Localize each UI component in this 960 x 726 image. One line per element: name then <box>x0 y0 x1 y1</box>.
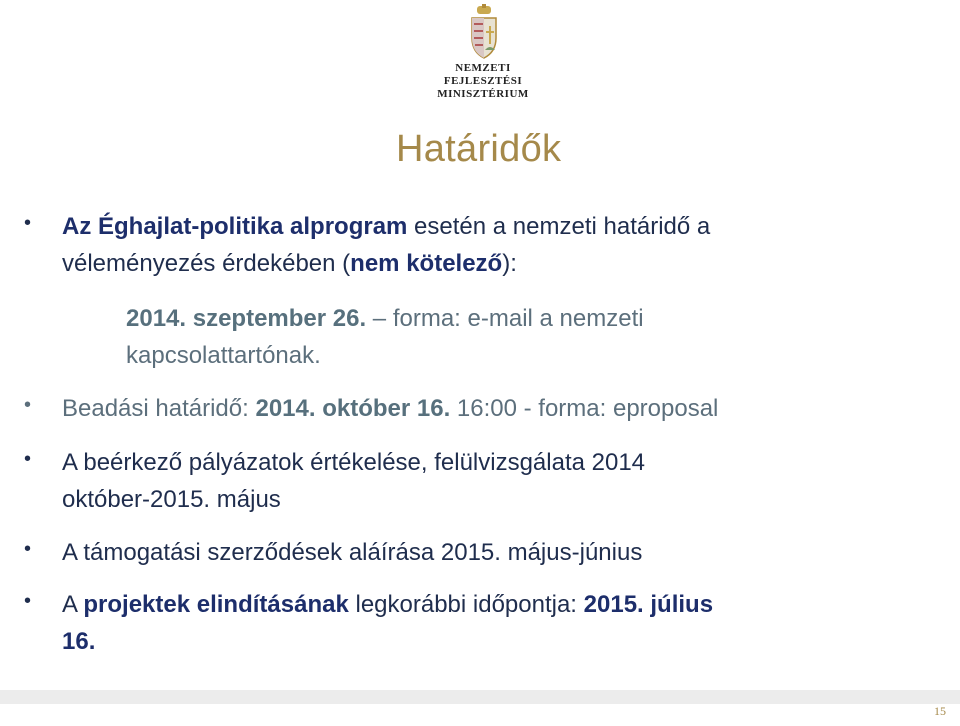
ministry-logo <box>418 4 548 100</box>
item-bold: 2014. szeptember 26. <box>126 305 367 332</box>
list-subitem <box>126 300 926 374</box>
list-item <box>62 444 942 518</box>
item-line2-prefix: véleményezés érdekében ( <box>62 250 351 277</box>
item-prefix: A <box>62 591 84 618</box>
logo-line-1: NEMZETI FEJLESZTÉSI <box>443 62 523 87</box>
bullet-dot: • <box>24 590 32 612</box>
list-item <box>62 586 942 660</box>
bullet-dot: • <box>24 212 32 234</box>
item-text: legkorábbi időpontja: <box>348 591 584 618</box>
bullet-dot: • <box>24 538 32 560</box>
item-line2: október-2015. május <box>62 486 281 513</box>
item-line1: A támogatási szerződések aláírása 2015. május-június <box>62 539 643 566</box>
page-number: 15 <box>934 704 946 718</box>
item-bold: projektek elindításának <box>83 591 349 618</box>
item-text: esetén a nemzeti határidő a <box>407 213 711 240</box>
bullet-dot: • <box>24 448 32 470</box>
item-bold: 2014. október 16. <box>255 395 451 422</box>
item-line2-suffix: ): <box>502 250 517 277</box>
item-line1: A beérkező pályázatok értékelése, felülvizsgálata 2014 <box>62 449 646 476</box>
list-item <box>62 534 942 571</box>
slide-title: Határidők <box>396 128 562 170</box>
item-line2: kapcsolattartónak. <box>126 342 321 369</box>
coat-of-arms-icon <box>466 4 502 60</box>
item-bold-2: 2015. július <box>583 591 714 618</box>
list-item <box>62 208 942 282</box>
item-text: 16:00 - forma: eproposal <box>450 395 719 422</box>
footer-bar <box>0 690 960 704</box>
item-line2-bold: nem kötelező <box>350 250 503 277</box>
logo-line-2: MINISZTÉRIUM <box>437 88 529 100</box>
item-line2-bold: 16. <box>62 628 96 655</box>
item-bold: Az Éghajlat-politika alprogram <box>62 213 408 240</box>
list-item <box>62 390 942 427</box>
item-prefix: Beadási határidő: <box>62 395 256 422</box>
bullet-dot: • <box>24 394 32 416</box>
item-text: – forma: e-mail a nemzeti <box>366 305 644 332</box>
logo-text <box>418 62 548 101</box>
